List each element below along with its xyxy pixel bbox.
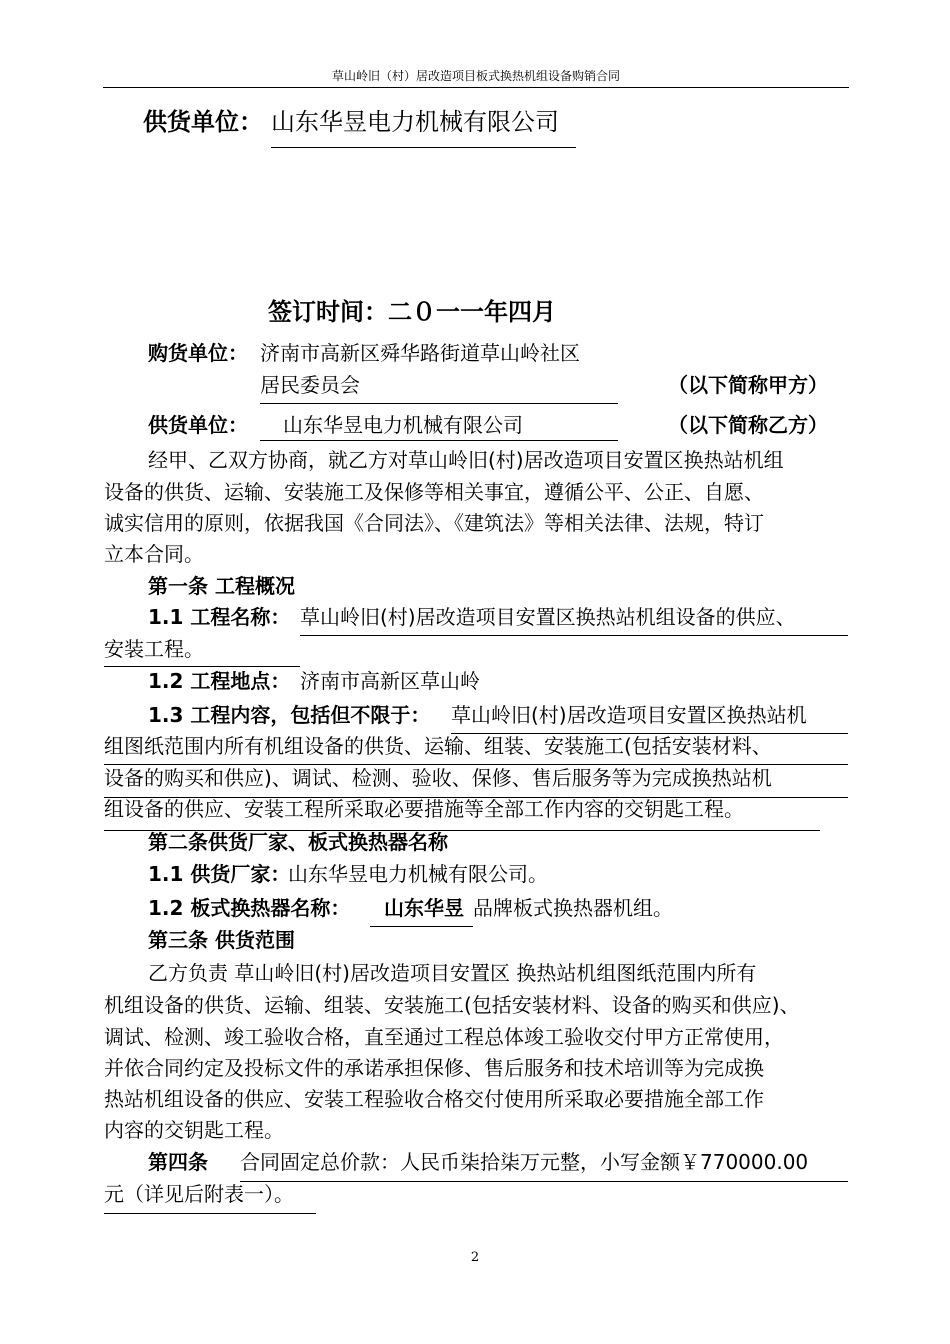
art1-s3-line: 设备的购买和供应)、调试、检测、验收、保修、售后服务等为完成换热站机 bbox=[104, 766, 772, 790]
art1-s2-value: 济南市高新区草山岭 bbox=[300, 669, 480, 693]
art1-s3-underline bbox=[104, 764, 848, 765]
art2-s2-label: 1.2 板式换热器名称： bbox=[148, 896, 351, 920]
intro-line: 诚实信用的原则，依据我国《合同法》、《建筑法》等相关法律、法规，特订 bbox=[104, 511, 764, 535]
art1-s1-underline bbox=[300, 635, 848, 636]
article-2-heading: 第二条供货厂家、板式换热器名称 bbox=[148, 830, 448, 854]
art2-s2-brand: 山东华昱 bbox=[384, 896, 464, 920]
buyer-alias: （以下简称甲方） bbox=[668, 373, 828, 397]
art2-s1-value: 山东华昱电力机械有限公司。 bbox=[288, 862, 548, 886]
page-number: 2 bbox=[470, 1250, 480, 1265]
art1-s1-label: 1.1 工程名称： bbox=[148, 605, 291, 629]
cover-supplier-label: 供货单位： bbox=[143, 108, 263, 136]
buyer-line-1: 济南市高新区舜华路街道草山岭社区 bbox=[260, 341, 580, 365]
cover-supplier-underline bbox=[271, 147, 576, 148]
header-rule bbox=[103, 87, 849, 88]
art3-line: 乙方负责 草山岭旧(村)居改造项目安置区 换热站机组图纸范围内所有 bbox=[148, 961, 757, 985]
signing-date: 签订时间：二０一一年四月 bbox=[268, 298, 556, 326]
running-header: 草山岭旧（村）居改造项目板式换热机组设备购销合同 bbox=[331, 69, 620, 83]
art3-line: 机组设备的供货、运输、组装、安装施工(包括安装材料、设备的购买和供应)、 bbox=[104, 993, 800, 1017]
cover-supplier-value: 山东华昱电力机械有限公司 bbox=[271, 108, 559, 136]
art2-s2-rest: 品牌板式换热器机组。 bbox=[473, 896, 673, 920]
buyer-underline bbox=[260, 403, 618, 404]
art1-s2-label: 1.2 工程地点： bbox=[148, 669, 291, 693]
intro-line: 经甲、乙双方协商，就乙方对草山岭旧(村)居改造项目安置区换热站机组 bbox=[148, 448, 784, 472]
art4-line-2: 元（详见后附表一）。 bbox=[104, 1182, 294, 1206]
art1-s1-line-2: 安装工程。 bbox=[104, 637, 204, 661]
buyer-label: 购货单位： bbox=[148, 341, 248, 365]
seller-label: 供货单位： bbox=[148, 413, 248, 437]
art1-s1-underline-2 bbox=[104, 666, 300, 667]
art1-s3-label: 1.3 工程内容，包括但不限于： bbox=[148, 703, 431, 727]
seller-value: 山东华昱电力机械有限公司 bbox=[283, 413, 523, 437]
art3-line: 内容的交钥匙工程。 bbox=[104, 1118, 284, 1142]
art1-s3-line: 组图纸范围内所有机组设备的供货、运输、组装、安装施工(包括安装材料、 bbox=[104, 734, 772, 758]
article-3-heading: 第三条 供货范围 bbox=[148, 928, 295, 952]
art1-s1-line-1: 草山岭旧(村)居改造项目安置区换热站机组设备的供应、 bbox=[300, 605, 796, 629]
art3-line: 并依合同约定及投标文件的承诺承担保修、售后服务和技术培训等为完成换 bbox=[104, 1056, 764, 1080]
article-1-heading: 第一条 工程概况 bbox=[148, 574, 295, 598]
article-4-heading: 第四条 bbox=[148, 1150, 208, 1174]
art4-line-1: 合同固定总价款：人民币柒拾柒万元整，小写金额￥770000.00 bbox=[240, 1150, 809, 1174]
intro-line: 立本合同。 bbox=[104, 542, 204, 566]
art3-line: 调试、检测、竣工验收合格，直至通过工程总体竣工验收交付甲方正常使用， bbox=[104, 1025, 784, 1049]
art1-s3-line-1: 草山岭旧(村)居改造项目安置区换热站机 bbox=[451, 703, 807, 727]
art2-s1-label: 1.1 供货厂家： bbox=[148, 862, 291, 886]
art3-line: 热站机组设备的供应、安装工程验收合格交付使用所采取必要措施全部工作 bbox=[104, 1087, 764, 1111]
seller-underline bbox=[260, 440, 618, 441]
art2-s2-underline bbox=[370, 926, 473, 927]
art4-underline bbox=[240, 1181, 848, 1182]
art1-s3-line: 组设备的供应、安装工程所采取必要措施等全部工作内容的交钥匙工程。 bbox=[104, 797, 744, 821]
seller-alias: （以下简称乙方） bbox=[668, 413, 828, 437]
intro-line: 设备的供货、运输、安装施工及保修等相关事宜，遵循公平、公正、自愿、 bbox=[104, 480, 764, 504]
buyer-line-2: 居民委员会 bbox=[260, 373, 360, 397]
art4-underline-2 bbox=[104, 1213, 316, 1214]
